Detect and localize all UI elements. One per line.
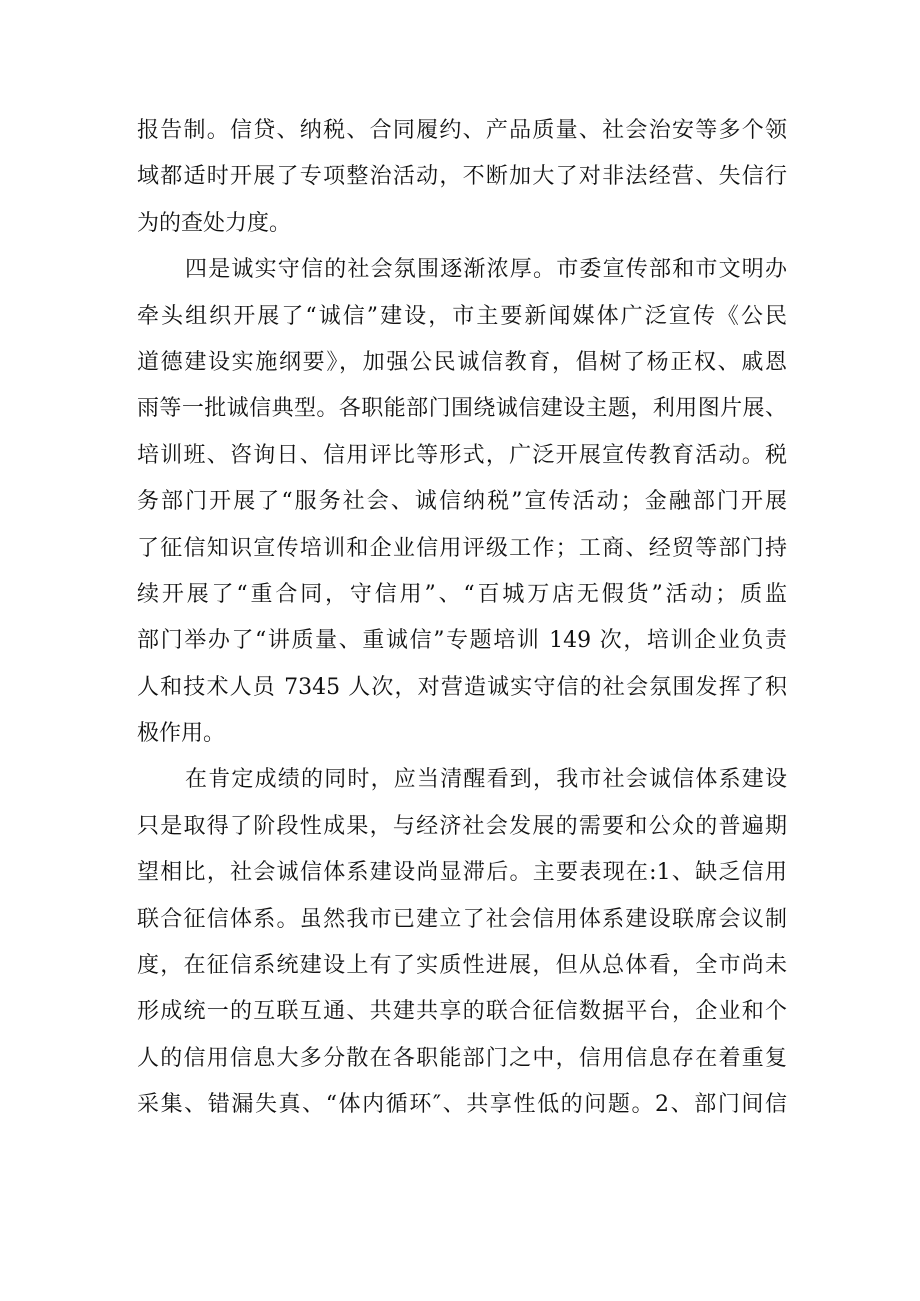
- text-line: 形成统一的互联互通、共建共享的联合征信数据平台，企业和个: [137, 999, 787, 1025]
- text-line: 续开展了“重合同，守信用”、“百城万店无假货”活动；质监: [137, 581, 787, 607]
- text-line: 培训班、咨询日、信用评比等形式，广泛开展宣传教育活动。税: [137, 442, 787, 468]
- text-line: 在肯定成绩的同时，应当清醒看到，我市社会诚信体系建设: [185, 767, 787, 793]
- text-line: 人和技术人员 7345 人次，对营造诚实守信的社会氛围发挥了积: [137, 674, 787, 700]
- text-line: 望相比，社会诚信体系建设尚显滞后。主要表现在:1、缺乏信用: [137, 860, 787, 886]
- text-line: 联合征信体系。虽然我市已建立了社会信用体系建设联席会议制: [137, 906, 787, 932]
- text-line: 极作用。: [137, 721, 226, 747]
- text-line: 雨等一批诚信典型。各职能部门围绕诚信建设主题，利用图片展、: [137, 396, 787, 422]
- text-line: 度，在征信系统建设上有了实质性进展，但从总体看，全市尚未: [137, 953, 787, 979]
- text-line: 人的信用信息大多分散在各职能部门之中，信用信息存在着重复: [137, 1045, 787, 1071]
- text-line: 牵头组织开展了“诚信”建设，市主要新闻媒体广泛宣传《公民: [137, 303, 787, 329]
- text-line: 为的查处力度。: [137, 210, 292, 236]
- text-line: 部门举办了“讲质量、重诚信”专题培训 149 次，培训企业负责: [137, 628, 787, 654]
- text-line: 了征信知识宣传培训和企业信用评级工作；工商、经贸等部门持: [137, 535, 787, 561]
- text-line: 只是取得了阶段性成果，与经济社会发展的需要和公众的普遍期: [137, 813, 787, 839]
- text-line: 四是诚实守信的社会氛围逐渐浓厚。市委宣传部和市文明办: [185, 257, 787, 283]
- text-line: 道德建设实施纲要》，加强公民诚信教育，倡树了杨正权、戚恩: [137, 349, 787, 375]
- text-line: 采集、错漏失真、“体内循环″、共享性低的问题。2、部门间信: [137, 1092, 787, 1118]
- document-body: [137, 108, 787, 1129]
- text-line: 报告制。信贷、纳税、合同履约、产品质量、社会治安等多个领: [137, 118, 787, 143]
- text-line: 域都适时开展了专项整治活动，不断加大了对非法经营、失信行: [137, 164, 787, 190]
- text-line: 务部门开展了“服务社会、诚信纳税”宣传活动；金融部门开展: [137, 489, 787, 515]
